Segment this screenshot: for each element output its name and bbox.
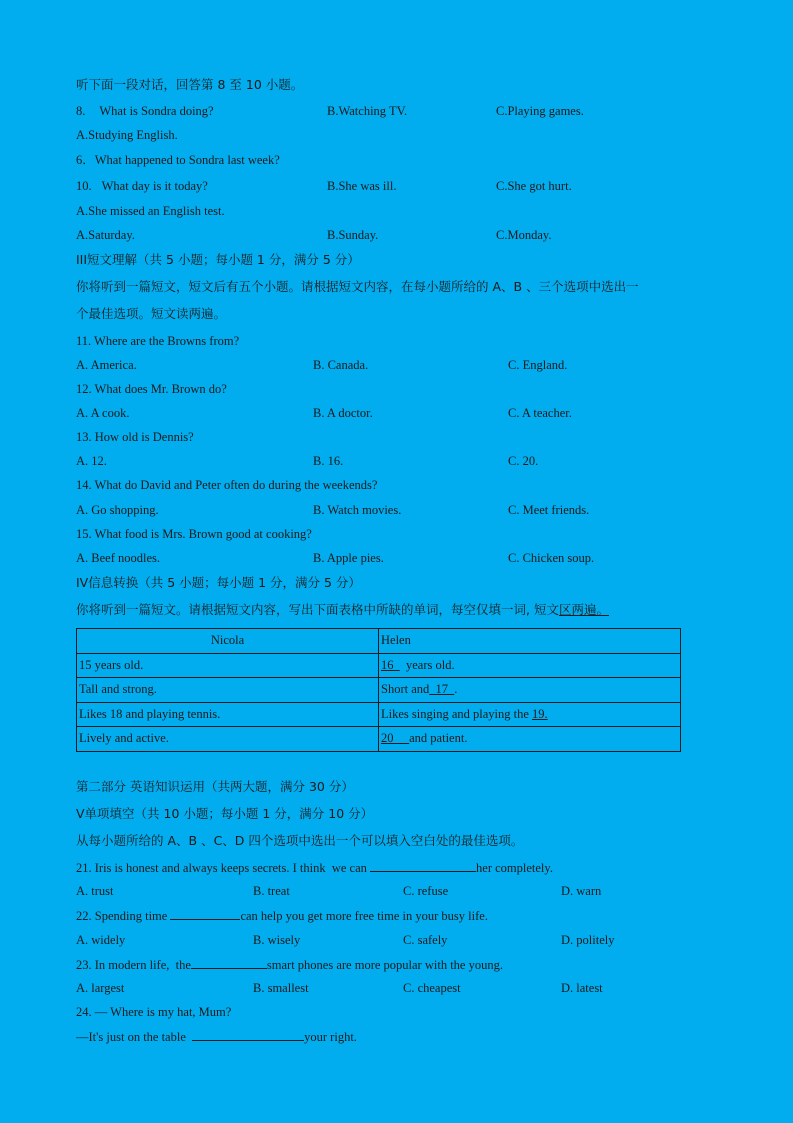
q11-question: 11. Where are the Browns from?: [76, 334, 240, 348]
q10-text: What day is it today?: [101, 179, 208, 193]
q22-text-pre: 22. Spending time: [76, 909, 171, 923]
q22-option-d: D. politely: [561, 933, 615, 947]
q21-blank: [370, 859, 476, 872]
blank-16: 16: [381, 657, 394, 672]
q8-option-c: C.Playing games.: [496, 104, 584, 118]
q21-text-pre: 21. Iris is honest and always keeps secrets. I think we can: [76, 861, 371, 875]
q21-question: [76, 859, 553, 876]
q23-option-c: C. cheapest: [403, 981, 461, 995]
header-nicola: Nicola: [77, 629, 379, 654]
q23-option-d: D. latest: [561, 981, 603, 995]
q9-question: 6．What happened to Sondra last week?: [76, 153, 280, 167]
helen-build-text: Short and: [381, 682, 430, 697]
q24-text-pre: —It's just on the table: [76, 1030, 193, 1044]
q21-option-c: C. refuse: [403, 884, 449, 898]
helen-likes: [379, 702, 681, 727]
q21-option-d: D. warn: [561, 884, 602, 898]
q23-blank: [191, 956, 267, 969]
q24-line-1: 24. — Where is my hat, Mum?: [76, 1005, 232, 1019]
q22-option-a: A. widely: [76, 933, 126, 947]
blank-19: 19.: [532, 706, 548, 721]
listen-intro: 听下面一段对话，回答第 8 至 10 小题。: [76, 77, 304, 92]
q14-option-a: A. Go shopping.: [76, 503, 159, 517]
part-2-title: 第二部分 英语知识运用（共两大题，满分 30 分）: [76, 779, 354, 794]
q22-blank: [170, 907, 240, 920]
blank-17: 17: [435, 682, 449, 697]
q23-text-pre: 23. In modern life, the: [76, 958, 191, 972]
section-4-instruction: [76, 602, 609, 618]
q22-option-b: B. wisely: [253, 933, 301, 947]
helen-age: [379, 653, 681, 678]
info-table: [76, 628, 681, 752]
q11-option-c: C. England.: [508, 358, 568, 372]
q15-question: 15. What food is Mrs. Brown good at cooking?: [76, 527, 312, 541]
nicola-personality: Lively and active.: [77, 727, 379, 752]
nicola-likes: Likes 18 and playing tennis.: [77, 702, 379, 727]
section-5-title: V单项填空（共 10 小题；每小题 1 分，满分 10 分）: [76, 806, 374, 821]
section-4-instruction-underlined: 区两遍。: [558, 602, 609, 617]
q21-option-b: B. treat: [253, 884, 290, 898]
q12-option-b: B. A doctor.: [313, 406, 373, 420]
q24-blank: [192, 1028, 304, 1041]
q8-text: What is Sondra doing?: [99, 104, 214, 118]
q9-option-c: C.She got hurt.: [496, 179, 572, 193]
blank-20: 20: [381, 731, 394, 746]
q12-option-a: A. A cook.: [76, 406, 130, 420]
q14-option-c: C. Meet friends.: [508, 503, 590, 517]
q8-question: [76, 103, 214, 119]
q23-option-b: B. smallest: [253, 981, 309, 995]
section-5-instruction: 从每小题所给的 A、B 、C、D 四个选项中选出一个可以填入空白处的最佳选项。: [76, 833, 524, 848]
q12-option-c: C. A teacher.: [508, 406, 572, 420]
section-4-instruction-text: 你将听到一篇短文。请根据短文内容，写出下面表格中所缺的单词，每空仅填一词, 短文: [76, 602, 559, 617]
q8-option-b: B.Watching TV.: [327, 104, 408, 118]
q14-question: 14. What do David and Peter often do during the weekends?: [76, 478, 378, 492]
q8-number: 8.: [76, 104, 86, 118]
section-3-instruction-2: 个最佳选项。短文读两遍。: [76, 306, 227, 321]
nicola-age: 15 years old.: [77, 653, 379, 678]
q23-option-a: A. largest: [76, 981, 125, 995]
q12-question: 12. What does Mr. Brown do?: [76, 382, 227, 396]
helen-build: Short and 17 .: [379, 678, 681, 703]
q13-option-c: C. 20.: [508, 454, 539, 468]
header-helen: Helen: [379, 629, 681, 654]
q22-option-c: C. safely: [403, 933, 448, 947]
q13-option-a: A. 12.: [76, 454, 107, 468]
q9-option-b: B.She was ill.: [327, 179, 397, 193]
q11-option-b: B. Canada.: [313, 358, 369, 372]
q15-option-b: B. Apple pies.: [313, 551, 384, 565]
section-3-title: III短文理解（共 5 小题；每小题 1 分，满分 5 分）: [76, 252, 360, 267]
nicola-build: Tall and strong.: [77, 678, 379, 703]
q23-text-post: smart phones are more popular with the young.: [266, 958, 503, 972]
q8-option-a: A.Studying English.: [76, 128, 178, 142]
q21-option-a: A. trust: [76, 884, 114, 898]
table-row: [77, 629, 681, 654]
q22-text-post: can help you get more free time in your busy life.: [240, 909, 488, 923]
q23-question: [76, 956, 503, 973]
helen-personality-text: and patient.: [409, 731, 468, 746]
q10-option-c: C.Monday.: [496, 228, 552, 242]
table-row: [77, 653, 681, 678]
q13-option-b: B. 16.: [313, 454, 344, 468]
table-row: [77, 678, 681, 703]
q15-option-c: C. Chicken soup.: [508, 551, 595, 565]
q14-option-b: B. Watch movies.: [313, 503, 402, 517]
q10-number: 10.: [76, 179, 92, 193]
section-4-title: IV信息转换（共 5 小题；每小题 1 分，满分 5 分）: [76, 575, 361, 590]
section-3-instruction-1: 你将听到一篇短文，短文后有五个小题。请根据短文内容，在每小题所给的 A、B 、三个选项中选出一: [76, 279, 639, 294]
q10-question: [76, 178, 208, 194]
q24-line-2: [76, 1028, 357, 1045]
q10-option-a: A.Saturday.: [76, 228, 135, 242]
q22-question: [76, 907, 488, 924]
q13-question: 13. How old is Dennis?: [76, 430, 194, 444]
helen-likes-text: Likes singing and playing the: [381, 706, 533, 721]
q24-text-post: your right.: [304, 1030, 357, 1044]
q10-option-b: B.Sunday.: [327, 228, 379, 242]
table-row: [77, 702, 681, 727]
table-row: [77, 727, 681, 752]
q11-option-a: A. America.: [76, 358, 137, 372]
q21-text-post: her completely.: [476, 861, 553, 875]
helen-personality: [379, 727, 681, 752]
q15-option-a: A. Beef noodles.: [76, 551, 161, 565]
q9-option-a: A.She missed an English test.: [76, 204, 225, 218]
helen-age-text: years old.: [399, 657, 455, 672]
